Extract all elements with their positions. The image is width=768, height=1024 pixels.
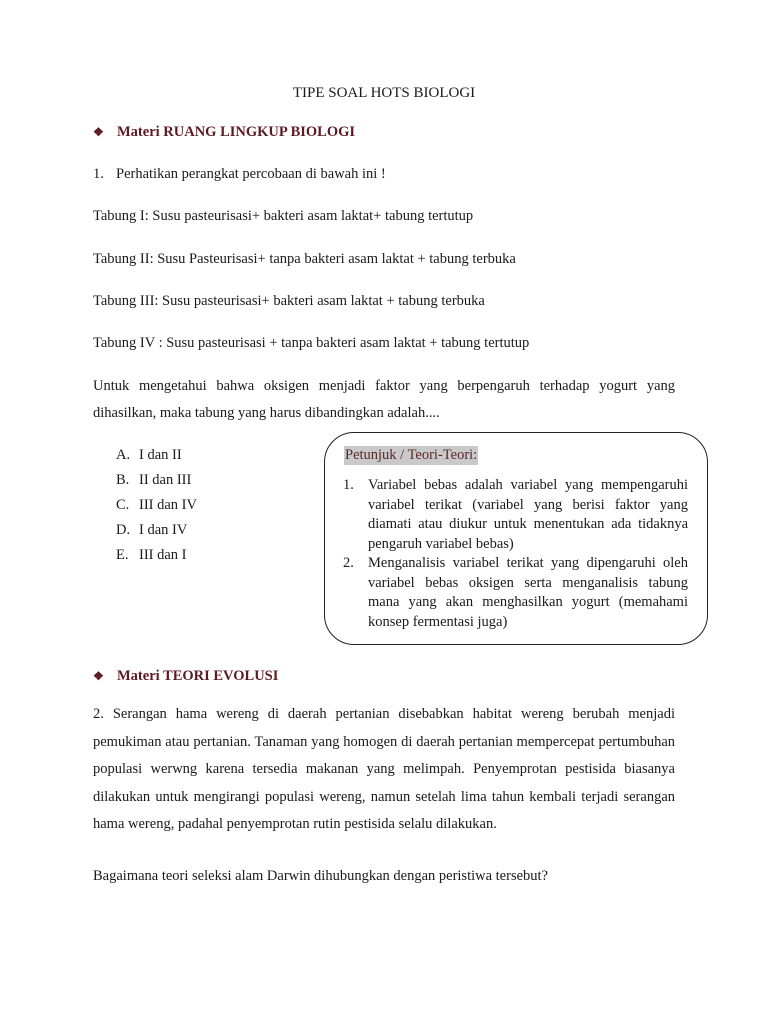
question-2-prompt: Bagaimana teori seleksi alam Darwin dihubungkan dengan peristiwa tersebut? <box>93 868 548 884</box>
hint-list <box>343 476 688 632</box>
option-c <box>116 493 197 518</box>
question-2-paragraph: 2. Serangan hama wereng di daerah pertanian disebabkan habitat wereng berubah menjadi pemukiman atau pertanian. Tanaman yang homogen di daerah pertanian mempercepat pertumbuhan populasi werwng karena tersedia makanan yang melimpah. Penyemprotan pestisida biasanya dilakukan untuk mengirangi populasi wereng, namun setelah lima tahun kembali terjadi serangan hama wereng, padahal penyemprotan rutin pestisida selalu dilakukan. <box>93 706 675 832</box>
tube-1-description: Tabung I: Susu pasteurisasi+ bakteri asam laktat+ tabung tertutup <box>93 208 474 224</box>
option-letter: B. <box>116 472 130 488</box>
hint-item-text: Menganalisis variabel terikat yang dipengaruhi oleh variabel bebas oksigen serta menganalisis tabung mana yang akan menghasilkan yogurt (memahami konsep fermentasi juga) <box>368 555 688 630</box>
hint-item <box>343 554 688 632</box>
option-letter: D. <box>116 522 131 538</box>
tube-2-description: Tabung II: Susu Pasteurisasi+ tanpa bakteri asam laktat + tabung terbuka <box>93 251 516 267</box>
hint-item-number: 2. <box>343 555 354 571</box>
option-letter: C. <box>116 497 130 513</box>
tube-3-description: Tabung III: Susu pasteurisasi+ bakteri asam laktat + tabung terbuka <box>93 293 485 309</box>
question-prompt-text: Perhatikan perangkat percobaan di bawah ini ! <box>116 166 386 182</box>
question-1-stem: Untuk mengetahui bahwa oksigen menjadi faktor yang berpengaruh terhadap yogurt yang dihasilkan, maka tabung yang harus dibandingkan adalah.... <box>93 378 675 421</box>
hint-label: Petunjuk / Teori-Teori: <box>345 447 478 463</box>
hint-item-text: Variabel bebas adalah variabel yang mempengaruhi variabel terikat (variabel yang berisi faktor yang diamati atau diukur untuk menentukan ada tidaknya pengaruh variabel bebas) <box>368 477 688 552</box>
option-b <box>116 468 197 493</box>
option-text: II dan III <box>139 472 192 488</box>
answer-options <box>116 443 197 568</box>
option-text: I dan IV <box>139 522 188 538</box>
document-title: TIPE SOAL HOTS BIOLOGI <box>292 85 476 101</box>
diamond-bullet-icon: ❖ <box>93 669 104 683</box>
option-letter: A. <box>116 447 131 463</box>
hint-item-number: 1. <box>343 477 354 493</box>
option-d <box>116 518 197 543</box>
option-text: III dan IV <box>139 497 197 513</box>
section-heading-ruang-lingkup <box>93 124 355 141</box>
tube-4-description: Tabung IV : Susu pasteurisasi + tanpa bakteri asam laktat + tabung tertutup <box>93 335 530 351</box>
diamond-bullet-icon: ❖ <box>93 125 104 139</box>
hint-item <box>343 476 688 554</box>
section-heading-teori-evolusi <box>93 668 278 685</box>
question-number: 1. <box>93 166 104 182</box>
option-a <box>116 443 197 468</box>
question-1-prompt <box>93 166 386 183</box>
option-e <box>116 543 197 568</box>
option-letter: E. <box>116 547 129 563</box>
section-heading-text: Materi RUANG LINGKUP BIOLOGI <box>117 124 356 140</box>
option-text: III dan I <box>139 547 187 563</box>
option-text: I dan II <box>139 447 182 463</box>
section-heading-text: Materi TEORI EVOLUSI <box>117 668 279 684</box>
